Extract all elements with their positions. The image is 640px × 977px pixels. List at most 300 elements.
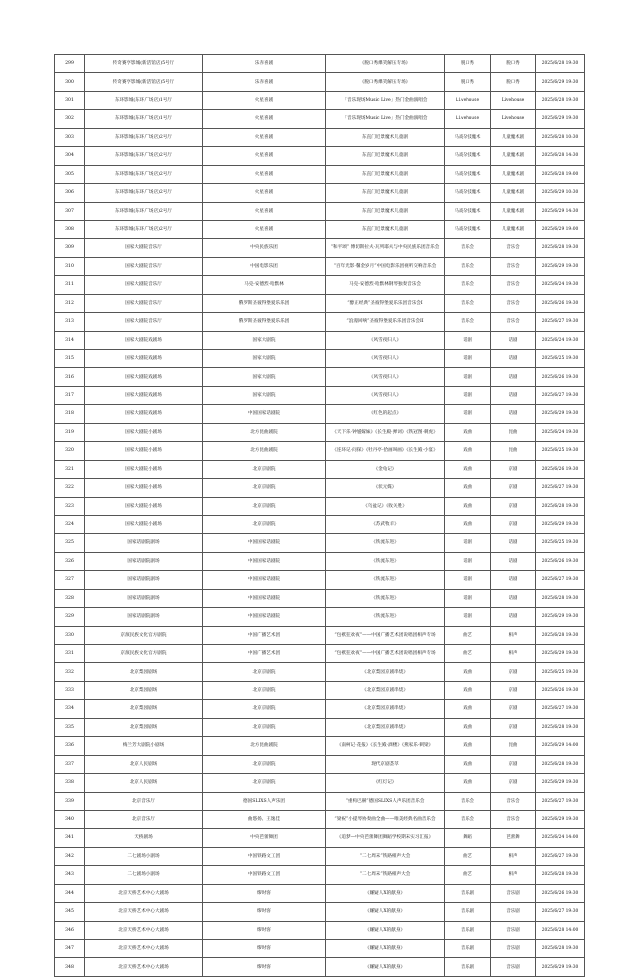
program-title-cell: 东直门近景魔术儿童剧: [326, 202, 445, 220]
row-index-cell: 305: [55, 165, 85, 183]
subcategory-cell: 京剧: [491, 663, 536, 681]
showtime-cell: 2025/6/28 10:30: [536, 128, 585, 146]
subcategory-cell: 相声: [491, 645, 536, 663]
program-title-cell: 《嫌疑人X的献身》: [326, 940, 445, 958]
category-cell: 马戏杂技魔术: [445, 165, 491, 183]
venue-cell: 二七剧场小剧场: [85, 847, 203, 865]
table-row: [55, 73, 585, 91]
venue-cell: 北京音乐厅: [85, 792, 203, 810]
venue-cell: 国家大剧院戏剧场: [85, 405, 203, 423]
company-cell: 北京京剧院: [203, 774, 326, 792]
program-title-cell: 《北京梨园京剧串烧》: [326, 663, 445, 681]
venue-cell: 北京人民剧场: [85, 774, 203, 792]
row-index-cell: 340: [55, 810, 85, 828]
category-cell: 马戏杂技魔术: [445, 184, 491, 202]
subcategory-cell: 昆曲: [491, 423, 536, 441]
company-cell: 俄罗斯圣彼得堡爱乐乐团: [203, 294, 326, 312]
venue-cell: 国家话剧院剧场: [85, 534, 203, 552]
row-index-cell: 313: [55, 313, 85, 331]
row-index-cell: 325: [55, 534, 85, 552]
showtime-cell: 2025/6/27 19:30: [536, 847, 585, 865]
row-index-cell: 321: [55, 460, 85, 478]
program-title-cell: “和平颂” 傅切斯拉夫·瓦列耶夫与中央民族乐团音乐会: [326, 239, 445, 257]
company-cell: 国家大剧院: [203, 331, 326, 349]
row-index-cell: 314: [55, 331, 85, 349]
table-row: [55, 147, 585, 165]
company-cell: 北京京剧院: [203, 681, 326, 699]
program-title-cell: 《铁流东进》: [326, 608, 445, 626]
program-title-cell: 《嫌疑人X的献身》: [326, 903, 445, 921]
program-title-cell: 《北京梨园京剧串烧》: [326, 718, 445, 736]
subcategory-cell: 话剧: [491, 608, 536, 626]
subcategory-cell: 话剧: [491, 368, 536, 386]
row-index-cell: 348: [55, 958, 85, 976]
row-index-cell: 320: [55, 442, 85, 460]
company-cell: 德国SLIXS人声乐团: [203, 792, 326, 810]
subcategory-cell: Livehouse: [491, 110, 536, 128]
showtime-cell: 2025/6/28 19:00: [536, 165, 585, 183]
row-index-cell: 309: [55, 239, 85, 257]
showtime-cell: 2025/6/28 19:30: [536, 589, 585, 607]
program-title-cell: 马克-安德烈·哈默林钢琴独奏音乐会: [326, 276, 445, 294]
showtime-cell: 2025/6/24 14:00: [536, 829, 585, 847]
row-index-cell: 316: [55, 368, 85, 386]
category-cell: 戏曲: [445, 737, 491, 755]
program-title-cell: 《脱口秀爆笑解压专场》: [326, 55, 445, 73]
subcategory-cell: 京剧: [491, 497, 536, 515]
program-title-cell: 《苏武牧羊》: [326, 515, 445, 533]
company-cell: 中央民族乐团: [203, 239, 326, 257]
table-row: [55, 55, 585, 73]
category-cell: 马戏杂技魔术: [445, 128, 491, 146]
subcategory-cell: 话剧: [491, 350, 536, 368]
showtime-cell: 2025/6/29 14:30: [536, 202, 585, 220]
venue-cell: 国家大剧院小剧场: [85, 515, 203, 533]
venue-cell: 国家话剧院剧场: [85, 552, 203, 570]
program-title-cell: 现代京剧荟萃: [326, 755, 445, 773]
category-cell: 话剧: [445, 331, 491, 349]
table-row: [55, 405, 585, 423]
category-cell: 音乐会: [445, 294, 491, 312]
table-row: [55, 110, 585, 128]
company-cell: 中国电影乐团: [203, 257, 326, 275]
program-title-cell: 《状元媒》: [326, 479, 445, 497]
subcategory-cell: 音乐剧: [491, 884, 536, 902]
program-title-cell: 《乌盆记》《收关胜》: [326, 497, 445, 515]
row-index-cell: 304: [55, 147, 85, 165]
program-title-cell: 《北京梨园京剧串烧》: [326, 700, 445, 718]
subcategory-cell: 音乐剧: [491, 940, 536, 958]
row-index-cell: 312: [55, 294, 85, 312]
program-title-cell: “二七周末”铁路相声大会: [326, 847, 445, 865]
program-title-cell: 东直门近景魔术儿童剧: [326, 165, 445, 183]
venue-cell: 北京天桥艺术中心大剧场: [85, 940, 203, 958]
company-cell: 俄罗斯圣彼得堡爱乐乐团: [203, 313, 326, 331]
program-title-cell: 《脱口秀爆笑解压专场》: [326, 73, 445, 91]
subcategory-cell: 脱口秀: [491, 55, 536, 73]
table-row: [55, 368, 585, 386]
category-cell: 音乐剧: [445, 958, 491, 976]
subcategory-cell: 京剧: [491, 700, 536, 718]
subcategory-cell: 相声: [491, 626, 536, 644]
table-row: [55, 645, 585, 663]
venue-cell: 国家大剧院音乐厅: [85, 239, 203, 257]
venue-cell: 国家大剧院戏剧场: [85, 368, 203, 386]
table-row: [55, 91, 585, 109]
subcategory-cell: 话剧: [491, 405, 536, 423]
venue-cell: 东环影城(东环广场店)1号厅: [85, 110, 203, 128]
program-title-cell: 《红灯记》: [326, 774, 445, 792]
venue-cell: 梅兰芳大剧院小剧场: [85, 737, 203, 755]
venue-cell: 东环影城(东环广场店)2号厅: [85, 202, 203, 220]
company-cell: 火星喜剧: [203, 91, 326, 109]
showtime-cell: 2025/6/24 19:30: [536, 331, 585, 349]
venue-cell: 东环影城(东环广场店)2号厅: [85, 147, 203, 165]
category-cell: 曲艺: [445, 645, 491, 663]
category-cell: 话剧: [445, 608, 491, 626]
company-cell: 乐赤喜剧: [203, 73, 326, 91]
venue-cell: 东环影城(东环广场店)1号厅: [85, 91, 203, 109]
venue-cell: 国家大剧院小剧场: [85, 423, 203, 441]
row-index-cell: 310: [55, 257, 85, 275]
venue-cell: 国家大剧院小剧场: [85, 442, 203, 460]
showtime-cell: 2025/6/28 14:30: [536, 147, 585, 165]
category-cell: 曲艺: [445, 847, 491, 865]
showtime-cell: 2025/6/28 19:30: [536, 755, 585, 773]
row-index-cell: 328: [55, 589, 85, 607]
showtime-cell: 2025/6/27 19:30: [536, 571, 585, 589]
venue-cell: 东环影城(东环广场店)2号厅: [85, 165, 203, 183]
program-title-cell: 《风雪夜归人》: [326, 386, 445, 404]
table-row: [55, 718, 585, 736]
subcategory-cell: 京剧: [491, 479, 536, 497]
category-cell: 音乐会: [445, 276, 491, 294]
row-index-cell: 346: [55, 921, 85, 939]
program-title-cell: 《嫌疑人X的献身》: [326, 884, 445, 902]
program-title-cell: “醇正经典”圣彼得堡爱乐乐团音乐会I: [326, 294, 445, 312]
category-cell: 音乐剧: [445, 921, 491, 939]
row-index-cell: 323: [55, 497, 85, 515]
category-cell: 音乐会: [445, 810, 491, 828]
category-cell: 戏曲: [445, 423, 491, 441]
table-row: [55, 589, 585, 607]
venue-cell: 东环影城(东环广场店)2号厅: [85, 220, 203, 238]
company-cell: 中国国家话剧院: [203, 571, 326, 589]
row-index-cell: 317: [55, 386, 85, 404]
company-cell: 中国国家话剧院: [203, 552, 326, 570]
program-title-cell: 东直门近景魔术儿童剧: [326, 128, 445, 146]
subcategory-cell: 京剧: [491, 755, 536, 773]
subcategory-cell: 话剧: [491, 552, 536, 570]
category-cell: 音乐会: [445, 239, 491, 257]
showtime-cell: 2025/6/27 19:30: [536, 386, 585, 404]
company-cell: 曲悠扬、王逸佳: [203, 810, 326, 828]
subcategory-cell: 话剧: [491, 386, 536, 404]
venue-cell: 京演民族文化官方剧院: [85, 626, 203, 644]
program-title-cell: 《天下乐·钟馗嫁妹》《长生殿·弹词》《铁冠图·刺虎》: [326, 423, 445, 441]
subcategory-cell: 音乐会: [491, 294, 536, 312]
program-title-cell: “重构巴赫”德国SLIXS人声乐团音乐会: [326, 792, 445, 810]
category-cell: 戏曲: [445, 755, 491, 773]
table-row: [55, 681, 585, 699]
category-cell: 音乐会: [445, 792, 491, 810]
subcategory-cell: 儿童魔术剧: [491, 128, 536, 146]
row-index-cell: 336: [55, 737, 85, 755]
subcategory-cell: 儿童魔术剧: [491, 165, 536, 183]
showtime-cell: 2025/6/27 19:30: [536, 479, 585, 497]
showtime-cell: 2025/6/26 19:30: [536, 368, 585, 386]
program-title-cell: 《铁流东进》: [326, 571, 445, 589]
venue-cell: 国家大剧院音乐厅: [85, 257, 203, 275]
showtime-cell: 2025/6/26 19:30: [536, 294, 585, 312]
venue-cell: 国家话剧院剧场: [85, 608, 203, 626]
table-row: [55, 165, 585, 183]
category-cell: 戏曲: [445, 718, 491, 736]
program-title-cell: “梁祝”小提琴协奏曲全曲——唯美经典名曲音乐会: [326, 810, 445, 828]
category-cell: 音乐剧: [445, 903, 491, 921]
table-row: [55, 313, 585, 331]
table-row: [55, 220, 585, 238]
category-cell: 曲艺: [445, 626, 491, 644]
row-index-cell: 347: [55, 940, 85, 958]
program-title-cell: 《嫌疑人X的献身》: [326, 921, 445, 939]
showtime-cell: 2025/6/29 19:30: [536, 73, 585, 91]
venue-cell: 国家大剧院戏剧场: [85, 350, 203, 368]
showtime-cell: 2025/6/29 19:30: [536, 257, 585, 275]
category-cell: 话剧: [445, 386, 491, 404]
showtime-cell: 2025/6/29 19:30: [536, 608, 585, 626]
row-index-cell: 341: [55, 829, 85, 847]
subcategory-cell: 音乐会: [491, 276, 536, 294]
company-cell: 北方昆曲剧院: [203, 442, 326, 460]
company-cell: 北京京剧院: [203, 700, 326, 718]
venue-cell: 北京天桥艺术中心大剧场: [85, 903, 203, 921]
table-row: [55, 128, 585, 146]
row-index-cell: 300: [55, 73, 85, 91]
table-row: [55, 386, 585, 404]
row-index-cell: 329: [55, 608, 85, 626]
venue-cell: 国家话剧院剧场: [85, 571, 203, 589]
subcategory-cell: 京剧: [491, 774, 536, 792]
venue-cell: 二七剧场小剧场: [85, 866, 203, 884]
company-cell: 国家大剧院: [203, 386, 326, 404]
row-index-cell: 345: [55, 903, 85, 921]
company-cell: 火星喜剧: [203, 220, 326, 238]
company-cell: 北京京剧院: [203, 460, 326, 478]
showtime-cell: 2025/6/29 19:30: [536, 515, 585, 533]
company-cell: 缪时客: [203, 940, 326, 958]
row-index-cell: 301: [55, 91, 85, 109]
table-body: [55, 55, 585, 977]
venue-cell: 东环影城(东环广场店)2号厅: [85, 184, 203, 202]
row-index-cell: 337: [55, 755, 85, 773]
table-row: [55, 497, 585, 515]
venue-cell: 国家话剧院剧场: [85, 589, 203, 607]
category-cell: 曲艺: [445, 866, 491, 884]
company-cell: 火星喜剧: [203, 184, 326, 202]
venue-cell: 国家大剧院戏剧场: [85, 386, 203, 404]
company-cell: 缪时客: [203, 958, 326, 976]
table-row: [55, 534, 585, 552]
company-cell: 北方昆曲剧院: [203, 423, 326, 441]
venue-cell: 北京音乐厅: [85, 810, 203, 828]
subcategory-cell: 京剧: [491, 460, 536, 478]
showtime-cell: 2025/6/27 19:30: [536, 792, 585, 810]
row-index-cell: 338: [55, 774, 85, 792]
table-row: [55, 810, 585, 828]
company-cell: 乐赤喜剧: [203, 55, 326, 73]
program-title-cell: “包袱狂欢夜”——中国广播艺术团说唱团相声专场: [326, 645, 445, 663]
venue-cell: 北京天桥艺术中心大剧场: [85, 958, 203, 976]
venue-cell: 北京天桥艺术中心大剧场: [85, 884, 203, 902]
subcategory-cell: 儿童魔术剧: [491, 147, 536, 165]
program-title-cell: 《红色的起点》: [326, 405, 445, 423]
program-title-cell: 《金龟记》: [326, 460, 445, 478]
row-index-cell: 343: [55, 866, 85, 884]
company-cell: 北京京剧院: [203, 663, 326, 681]
table-row: [55, 737, 585, 755]
program-title-cell: 东直门近景魔术儿童剧: [326, 147, 445, 165]
company-cell: 缪时客: [203, 903, 326, 921]
row-index-cell: 326: [55, 552, 85, 570]
category-cell: 音乐会: [445, 257, 491, 275]
row-index-cell: 306: [55, 184, 85, 202]
venue-cell: 天桥剧场: [85, 829, 203, 847]
company-cell: 火星喜剧: [203, 202, 326, 220]
category-cell: 戏曲: [445, 460, 491, 478]
category-cell: 话剧: [445, 405, 491, 423]
category-cell: 话剧: [445, 589, 491, 607]
subcategory-cell: 音乐剧: [491, 958, 536, 976]
subcategory-cell: 芭蕾舞: [491, 829, 536, 847]
venue-cell: 北京人民剧场: [85, 755, 203, 773]
table-row: [55, 866, 585, 884]
showtime-cell: 2025/6/28 19:30: [536, 626, 585, 644]
category-cell: 戏曲: [445, 479, 491, 497]
showtime-cell: 2025/6/29 19:30: [536, 645, 585, 663]
program-title-cell: 东直门近景魔术儿童剧: [326, 184, 445, 202]
program-title-cell: 《风雪夜归人》: [326, 368, 445, 386]
row-index-cell: 327: [55, 571, 85, 589]
program-title-cell: 东直门近景魔术儿童剧: [326, 220, 445, 238]
subcategory-cell: 相声: [491, 847, 536, 865]
table-row: [55, 829, 585, 847]
table-row: [55, 792, 585, 810]
category-cell: 话剧: [445, 368, 491, 386]
venue-cell: 北京天桥艺术中心大剧场: [85, 921, 203, 939]
table-row: [55, 515, 585, 533]
row-index-cell: 308: [55, 220, 85, 238]
table-row: [55, 626, 585, 644]
subcategory-cell: 话剧: [491, 331, 536, 349]
subcategory-cell: 音乐会: [491, 257, 536, 275]
subcategory-cell: 话剧: [491, 589, 536, 607]
category-cell: 舞蹈: [445, 829, 491, 847]
showtime-cell: 2025/6/26 19:30: [536, 552, 585, 570]
row-index-cell: 307: [55, 202, 85, 220]
showtime-cell: 2025/6/29 19:30: [536, 110, 585, 128]
table-row: [55, 423, 585, 441]
category-cell: 脱口秀: [445, 73, 491, 91]
program-title-cell: 《铁流东进》: [326, 589, 445, 607]
venue-cell: 京演民族文化官方剧院: [85, 645, 203, 663]
company-cell: 火星喜剧: [203, 165, 326, 183]
table-row: [55, 847, 585, 865]
program-title-cell: 《铁流东进》: [326, 552, 445, 570]
subcategory-cell: 音乐剧: [491, 921, 536, 939]
category-cell: 音乐会: [445, 313, 491, 331]
table-row: [55, 239, 585, 257]
program-title-cell: 《追梦—中央芭蕾舞团舞蹈学校期末实习汇报》: [326, 829, 445, 847]
row-index-cell: 318: [55, 405, 85, 423]
table-row: [55, 663, 585, 681]
table-row: [55, 774, 585, 792]
company-cell: 中国国家话剧院: [203, 608, 326, 626]
schedule-table: [54, 54, 585, 977]
venue-cell: 传奇赛亨影城(新活馆店)5号厅: [85, 73, 203, 91]
program-title-cell: 「音乐现场Music Live」热门金曲演唱会: [326, 110, 445, 128]
row-index-cell: 330: [55, 626, 85, 644]
table-row: [55, 940, 585, 958]
showtime-cell: 2025/6/27 19:30: [536, 903, 585, 921]
category-cell: 戏曲: [445, 515, 491, 533]
program-title-cell: “浪漫回响”圣彼得堡爱乐乐团音乐会II: [326, 313, 445, 331]
category-cell: 马戏杂技魔术: [445, 147, 491, 165]
company-cell: 中央芭蕾舞团: [203, 829, 326, 847]
subcategory-cell: 儿童魔术剧: [491, 220, 536, 238]
company-cell: 缪时客: [203, 884, 326, 902]
showtime-cell: 2025/6/29 19:30: [536, 958, 585, 976]
program-title-cell: 《北京梨园京剧串烧》: [326, 681, 445, 699]
table-row: [55, 479, 585, 497]
company-cell: 中国铁路文工团: [203, 866, 326, 884]
category-cell: 戏曲: [445, 700, 491, 718]
row-index-cell: 315: [55, 350, 85, 368]
program-title-cell: 「音乐现场Music Live」热门金曲演唱会: [326, 91, 445, 109]
subcategory-cell: 京剧: [491, 515, 536, 533]
company-cell: 中国国家话剧院: [203, 405, 326, 423]
showtime-cell: 2025/6/28 19:30: [536, 866, 585, 884]
showtime-cell: 2025/6/26 19:30: [536, 460, 585, 478]
row-index-cell: 335: [55, 718, 85, 736]
venue-cell: 北京梨园剧场: [85, 718, 203, 736]
category-cell: Livehouse: [445, 110, 491, 128]
company-cell: 北京京剧院: [203, 497, 326, 515]
program-title-cell: 《风雪夜归人》: [326, 331, 445, 349]
venue-cell: 国家大剧院小剧场: [85, 497, 203, 515]
company-cell: 北京京剧院: [203, 718, 326, 736]
table-row: [55, 276, 585, 294]
table-row: [55, 571, 585, 589]
subcategory-cell: 话剧: [491, 571, 536, 589]
category-cell: 戏曲: [445, 442, 491, 460]
venue-cell: 国家大剧院音乐厅: [85, 313, 203, 331]
program-title-cell: 《嫌疑人X的献身》: [326, 958, 445, 976]
row-index-cell: 322: [55, 479, 85, 497]
table-row: [55, 257, 585, 275]
table-row: [55, 294, 585, 312]
category-cell: 话剧: [445, 552, 491, 570]
row-index-cell: 319: [55, 423, 85, 441]
company-cell: 缪时客: [203, 921, 326, 939]
category-cell: 戏曲: [445, 497, 491, 515]
table-row: [55, 903, 585, 921]
subcategory-cell: 儿童魔术剧: [491, 184, 536, 202]
showtime-cell: 2025/6/28 19:30: [536, 718, 585, 736]
venue-cell: 国家大剧院小剧场: [85, 479, 203, 497]
company-cell: 国家大剧院: [203, 368, 326, 386]
company-cell: 马克-安德烈·哈默林: [203, 276, 326, 294]
